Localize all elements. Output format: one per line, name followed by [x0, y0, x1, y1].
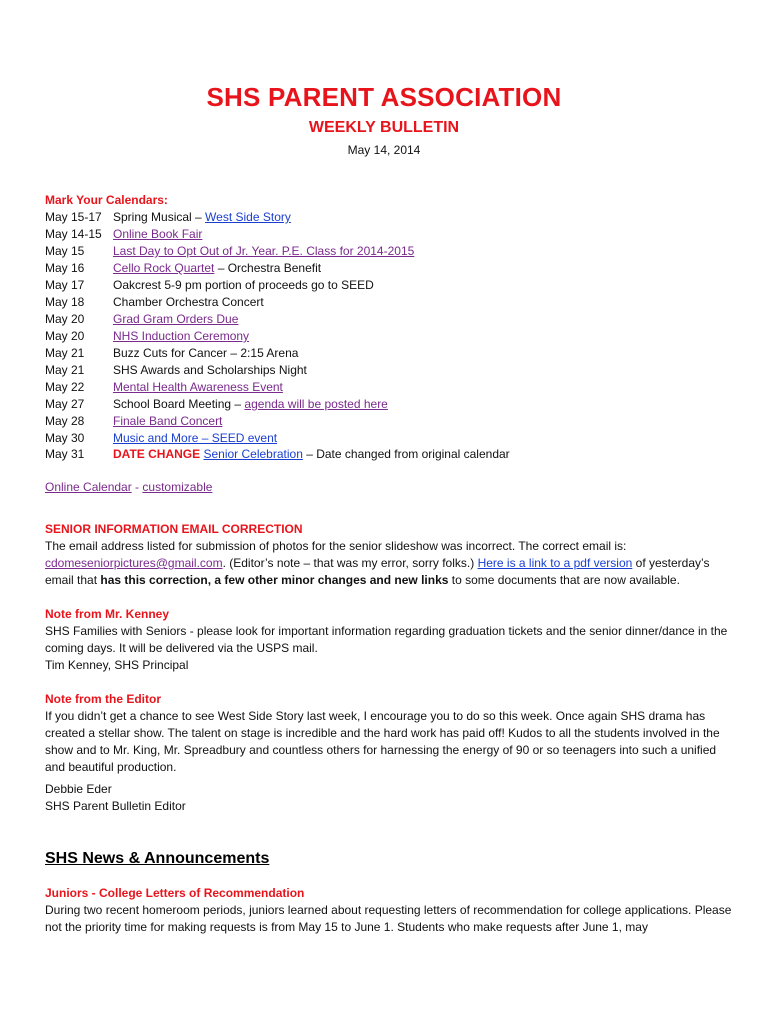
pdf-version-link[interactable]: Here is a link to a pdf version	[477, 556, 633, 570]
calendar-item	[45, 226, 735, 243]
calendar-date: May 17	[45, 278, 85, 292]
senior-email-heading: SENIOR INFORMATION EMAIL CORRECTION	[45, 522, 303, 536]
calendar-event	[113, 430, 735, 447]
calendar-event-text: Spring Musical –	[113, 210, 206, 224]
calendar-event-link[interactable]: Finale Band Concert	[113, 414, 223, 428]
calendar-item	[45, 277, 735, 294]
bulletin-date: May 14, 2014	[347, 143, 421, 157]
calendar-item	[45, 379, 735, 396]
editor-note-text: . (Editor’s note – that was my error, sorry folks.)	[222, 556, 478, 570]
editor-section	[45, 691, 735, 815]
kenney-signature: Tim Kenney, SHS Principal	[45, 658, 189, 672]
calendar-list	[45, 209, 735, 447]
calendar-item	[45, 430, 735, 447]
editor-signature-title: SHS Parent Bulletin Editor	[45, 799, 186, 813]
calendar-event	[113, 328, 735, 345]
calendar-item	[45, 243, 735, 260]
calendar-event	[113, 294, 735, 311]
calendar-date: May 27	[45, 397, 85, 411]
calendar-event-text: School Board Meeting –	[113, 397, 245, 411]
calendar-date: May 21	[45, 346, 85, 360]
bulletin-title: SHS PARENT ASSOCIATION	[206, 82, 562, 112]
kenney-body: SHS Families with Seniors - please look for important information regarding graduation tickets and the senior dinner/dance in the coming days. It will be delivered via the USPS mail.	[45, 624, 728, 655]
calendar-date: May 15	[45, 244, 85, 258]
senior-email-text4: to some documents that are now available.	[448, 573, 680, 587]
calendar-item	[45, 311, 735, 328]
calendar-event-text: Oakcrest 5-9 pm portion of proceeds go to SEED	[113, 278, 374, 292]
calendar-item	[45, 209, 735, 226]
calendar-event	[113, 226, 735, 243]
calendar-item	[45, 362, 735, 379]
calendar-event	[113, 243, 735, 260]
calendar-event	[113, 277, 735, 294]
calendar-date: May 16	[45, 261, 85, 275]
senior-email-link[interactable]: cdomeseniorpictures@gmail.com	[45, 556, 223, 570]
calendar-event-link[interactable]: Online Book Fair	[113, 227, 203, 241]
calendar-date: May 28	[45, 414, 85, 428]
calendar-event	[113, 209, 735, 226]
calendar-event	[113, 345, 735, 362]
calendar-date: May 18	[45, 295, 85, 309]
senior-email-line1: The email address listed for submission of photos for the senior slideshow was incorrect. The correct email is:	[45, 539, 627, 553]
calendar-date: May 14-15	[45, 227, 102, 241]
calendar-date: May 22	[45, 380, 85, 394]
calendar-event	[113, 362, 735, 379]
calendar-item	[45, 396, 735, 413]
news-section	[45, 850, 735, 936]
calendar-event	[113, 311, 735, 328]
bulletin-subtitle: WEEKLY BULLETIN	[308, 119, 460, 136]
editor-signature-name: Debbie Eder	[45, 782, 112, 796]
calendar-event	[113, 447, 735, 464]
senior-email-section	[45, 521, 735, 589]
senior-email-text3: of yesterday’s email that	[45, 556, 710, 587]
calendar-event	[113, 379, 735, 396]
news-heading: SHS News & Announcements	[45, 850, 270, 867]
calendar-event-link[interactable]: NHS Induction Ceremony	[113, 329, 250, 343]
calendar-event-link[interactable]: West Side Story	[205, 210, 291, 224]
senior-email-body	[45, 538, 735, 589]
editor-body: If you didn’t get a chance to see West Side Story last week, I encourage you to do so this week. Once again SHS drama has created a stellar show. The talent on stage is incredible and the hard work has paid off! Kudos to all the students involved in the show and to Mr. King, Mr. Spreadbury and countless others for harnessing the energy of 90 or so teenagers into such a unified and beautiful production.	[45, 709, 720, 774]
juniors-body: During two recent homeroom periods, juniors learned about requesting letters of recommendation for college applications. Please not the priority time for making requests is from May 15 to June 1. Students who make requests after June 1, may	[45, 903, 732, 934]
calendar-event-link[interactable]: Music and More – SEED event	[113, 431, 278, 445]
kenney-heading: Note from Mr. Kenney	[45, 607, 170, 621]
calendar-item	[45, 294, 735, 311]
calendar-event	[113, 413, 735, 430]
calendar-date: May 20	[45, 312, 85, 326]
senior-email-bold: has this correction, a few other minor changes and new links	[100, 573, 449, 587]
calendar-event-link[interactable]: Cello Rock Quartet	[113, 261, 215, 275]
calendar-event-text: Chamber Orchestra Concert	[113, 295, 264, 309]
calendar-event-text: SHS Awards and Scholarships Night	[113, 363, 307, 377]
editor-heading: Note from the Editor	[45, 692, 161, 706]
calendar-item	[45, 260, 735, 277]
calendar-event-text: Buzz Cuts for Cancer – 2:15 Arena	[113, 346, 299, 360]
date-change-note: – Date changed from original calendar	[302, 447, 510, 461]
calendar-date: May 15-17	[45, 210, 102, 224]
calendar-item	[45, 413, 735, 430]
calendar-event	[113, 396, 735, 413]
online-calendar-link[interactable]: Online Calendar	[45, 480, 132, 494]
link-separator: -	[131, 480, 143, 494]
calendar-event-suffix: – Orchestra Benefit	[214, 261, 322, 275]
calendar-heading: Mark Your Calendars:	[45, 193, 168, 207]
calendar-event-link[interactable]: Grad Gram Orders Due	[113, 312, 239, 326]
calendar-date: May 30	[45, 431, 85, 445]
online-calendar-line	[45, 479, 735, 496]
juniors-heading: Juniors - College Letters of Recommendation	[45, 886, 305, 900]
calendar-item-date-change	[45, 447, 735, 464]
calendar-date: May 20	[45, 329, 85, 343]
date-change-flag: DATE CHANGE	[113, 447, 201, 461]
calendar-date: May 31	[45, 447, 85, 461]
bulletin-content	[45, 192, 735, 936]
calendar-event	[113, 260, 735, 277]
calendar-event-link[interactable]: Last Day to Opt Out of Jr. Year. P.E. Class for 2014-2015	[113, 244, 415, 258]
calendar-item	[45, 328, 735, 345]
calendar-date: May 21	[45, 363, 85, 377]
calendar-event-link[interactable]: Mental Health Awareness Event	[113, 380, 283, 394]
customizable-link[interactable]: customizable	[142, 480, 213, 494]
kenney-section	[45, 606, 735, 674]
senior-celebration-link[interactable]: Senior Celebration	[203, 447, 303, 461]
calendar-item	[45, 345, 735, 362]
calendar-event-link[interactable]: agenda will be posted here	[244, 397, 388, 411]
